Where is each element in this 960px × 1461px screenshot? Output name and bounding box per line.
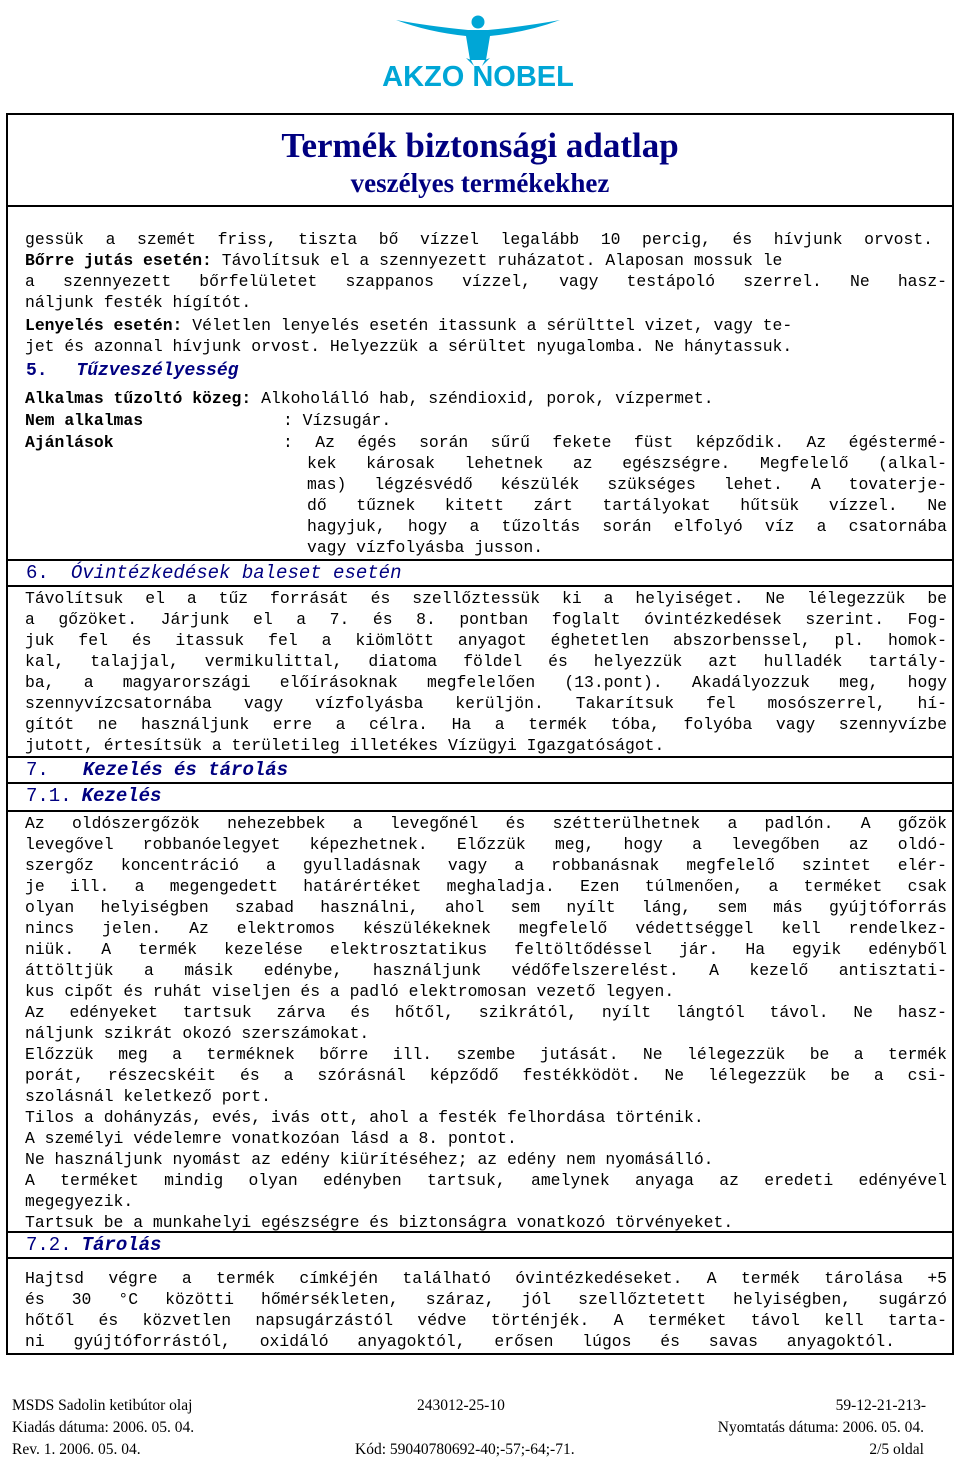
logo-text: AKZO NOBEL (382, 61, 574, 93)
skin-contact-text: Távolítsuk el a szennyezett ruházatot. Alaposan mossuk le (211, 251, 783, 270)
text-line: Ne használjunk nyomást az edény kiürítéséhez; az edény nem nyomásálló. (25, 1150, 714, 1169)
recommendations-label: Ajánlások (25, 433, 114, 452)
section-number: 5. (26, 361, 48, 381)
text-line: olyan helyiségben szabad használni, ahol sem nyílt láng, sem más gyújtóforrás (25, 898, 947, 917)
not-suitable-label: Nem alkalmas (25, 411, 144, 430)
text-line: : Az égés során sűrű fekete füst képződik. Az égéstermé- (283, 433, 947, 452)
text-line: dő tűznek kitett zárt tartályokat hűtsük vízzel. Ne (307, 496, 947, 515)
footer-product: MSDS Sadolin ketibútor olaj (12, 1397, 193, 1414)
footer-code2: 59-12-21-213- (835, 1397, 926, 1414)
text-line: Tilos a dohányzás, evés, ivás ott, ahol a festék felhordása történik. (25, 1108, 704, 1127)
text-line: niük. A termék kezelése elektrosztatikus feltöltődéssel jár. Ha egyik edényből (25, 940, 947, 959)
text-line: náljunk festék hígítót. (25, 293, 252, 312)
akzo-nobel-logo (378, 2, 578, 94)
footer-code: Kód: 59040780692-40;-57;-64;-71. (355, 1441, 575, 1458)
text-line: Az edényeket tartsuk zárva és hőtől, szikrától, nyílt lángtól távol. Ne hasz- (25, 1003, 947, 1022)
ingestion-label: Lenyelés esetén: (25, 316, 183, 335)
section-6-heading (6, 559, 954, 587)
text-line: áttöltjük a másik edénybe, használjunk védőfelszerelést. A kezelő antisztati- (25, 961, 947, 980)
text-line: szennyvízcsatornába vagy vízfolyásba kerüljön. Takarítsuk fel mosószerrel, hí- (25, 694, 947, 713)
footer-code1: 243012-25-10 (417, 1397, 505, 1414)
text-line: szolásnál keletkező port. (25, 1087, 271, 1106)
text-line: nincs jelen. Az elektromos készülékeknek megfelelő védettséggel kell rendelkez- (25, 919, 947, 938)
section-number: 7.1. (26, 785, 72, 807)
text-line: gítót ne használjunk erre a célra. Ha a termék tóba, folyóba vagy szennyvízbe (25, 715, 947, 734)
text-line: juk fel és itassuk fel a kiömlött anyagot éghetetlen abszorbenssel, pl. homok- (25, 631, 947, 650)
text-line: megegyezik. (25, 1192, 134, 1211)
section-7-2-heading (6, 1231, 954, 1259)
footer-page: 2/5 oldal (869, 1441, 924, 1458)
section-title: Tárolás (81, 1234, 162, 1256)
text-line: Távolítsuk el a tűz forrását és szellőztessük ki a helyiséget. Ne lélegezzük be (25, 589, 947, 608)
text-line: ni gyújtóforrástól, oxidáló anyagoktól, erősen lúgos és savas anyagoktól. (25, 1332, 895, 1351)
document-subtitle: veszélyes termékekhez (350, 168, 610, 198)
skin-contact-label: Bőrre jutás esetén: (25, 251, 212, 270)
text-line: hőtől és közvetlen napsugárzástól védve történjék. A terméket távol kell tarta- (25, 1311, 947, 1330)
footer-print-date: Nyomtatás dátuma: 2006. 05. 04. (717, 1419, 924, 1436)
text-line: kek károsak lehetnek az egészségre. Megfelelő (alkal- (307, 454, 947, 473)
text-line: kal, talajjal, vermikulittal, diatoma földel és helyezzük azt hulladék tartály- (25, 652, 947, 671)
text-line (25, 315, 792, 336)
text-line: A személyi védelemre vonatkozóan lásd a 8. pontot. (25, 1129, 517, 1148)
section-title: Kezelés és tárolás (82, 759, 289, 781)
text-line: jet és azonnal hívjunk orvost. Helyezzük a sérültet nyugalomba. Ne hánytassuk. (25, 337, 793, 356)
text-line: porát, részecskéit és a szórásnál képződő festékködöt. Ne lélegezzük be a csi- (25, 1066, 947, 1085)
section-title: Kezelés (81, 785, 162, 807)
not-suitable-value: : Vízsugár. (283, 411, 392, 430)
text-line: hagyjuk, hogy a tűzoltás során elfolyó víz a csatornába (307, 517, 947, 536)
text-line: Előzzük meg a terméknek bőrre ill. szembe jutását. Ne lélegezzük be a termék (25, 1045, 947, 1064)
text-line (25, 250, 782, 271)
section-number: 7. (26, 759, 49, 781)
section-number: 7.2. (26, 1234, 72, 1256)
footer-revision: Rev. 1. 2006. 05. 04. (12, 1441, 141, 1458)
text-line: A terméket mindig olyan edényben tartsuk, amelynek anyaga az eredeti edényével (25, 1171, 947, 1190)
section-title: Óvintézkedések baleset esetén (70, 562, 402, 584)
section-5-heading (26, 359, 238, 383)
section-number: 6. (26, 562, 49, 584)
suitable-media-value: Alkoholálló hab, széndioxid, porok, vízpermet. (251, 389, 714, 408)
section-7-1-heading (6, 784, 954, 812)
text-line: vagy vízfolyásba jusson. (307, 538, 544, 557)
document-title: Termék biztonsági adatlap (281, 126, 679, 165)
text-line (25, 388, 714, 409)
text-line: kus cipőt és ruhát viseljen és a padló elektromosan vezető legyen. (25, 982, 675, 1001)
document-header (6, 113, 954, 205)
logo-figure-icon (396, 16, 560, 67)
text-line: a gőzöket. Járjunk el a 7. és 8. pontban foglalt óvintézkedések szerint. Fog- (25, 610, 947, 629)
section-7-heading (6, 756, 954, 784)
text-line: a szennyezett bőrfelületet szappanos vízzel, vagy testápoló szerrel. Ne hasz- (25, 272, 947, 291)
text-line: levegővel robbanóelegyet képezhetnek. Előzzük meg, hogy a levegőben az oldó- (25, 835, 947, 854)
text-line: náljunk szikrát okozó szerszámokat. (25, 1024, 370, 1043)
suitable-media-label: Alkalmas tűzoltó közeg: (25, 389, 252, 408)
ingestion-text: Véletlen lenyelés esetén itassunk a sérülttel vizet, vagy te- (182, 316, 793, 335)
text-line: szergőz koncentráció a gyulladásnak vagy a robbanásnak megfelelő szintet elér- (25, 856, 947, 875)
text-line: jutott, értesítsük a területileg illetékes Vízügyi Igazgatóságot. (25, 736, 665, 755)
text-line: je ill. a megengedett határértéket meghaladja. Ezen túlmenően, a terméket csak (25, 877, 947, 896)
text-line: Tartsuk be a munkahelyi egészségre és biztonságra vonatkozó törvényeket. (25, 1213, 734, 1232)
text-line: és 30 °C közötti hőmérsékleten, száraz, jól szellőztetett helyiségben, sugárzó (25, 1290, 947, 1309)
text-line: mas) légzésvédő készülék szükséges lehet. A tovaterje- (307, 475, 947, 494)
section-title: Tűzveszélyesség (76, 361, 239, 381)
text-line: Az oldószergőzök nehezebbek a levegőnél és szétterülhetnek a padlón. A gőzök (25, 814, 947, 833)
text-line: Hajtsd végre a termék címkéjén található óvintézkedéseket. A termék tárolása +5 (25, 1269, 947, 1288)
text-line: gessük a szemét friss, tiszta bő vízzel legalább 10 percig, és hívjunk orvost. (25, 230, 933, 249)
text-line: ba, a magyarországi előírásoknak megfelelően (13.pont). Akadályozzuk meg, hogy (25, 673, 947, 692)
footer-issue-date: Kiadás dátuma: 2006. 05. 04. (12, 1419, 195, 1436)
